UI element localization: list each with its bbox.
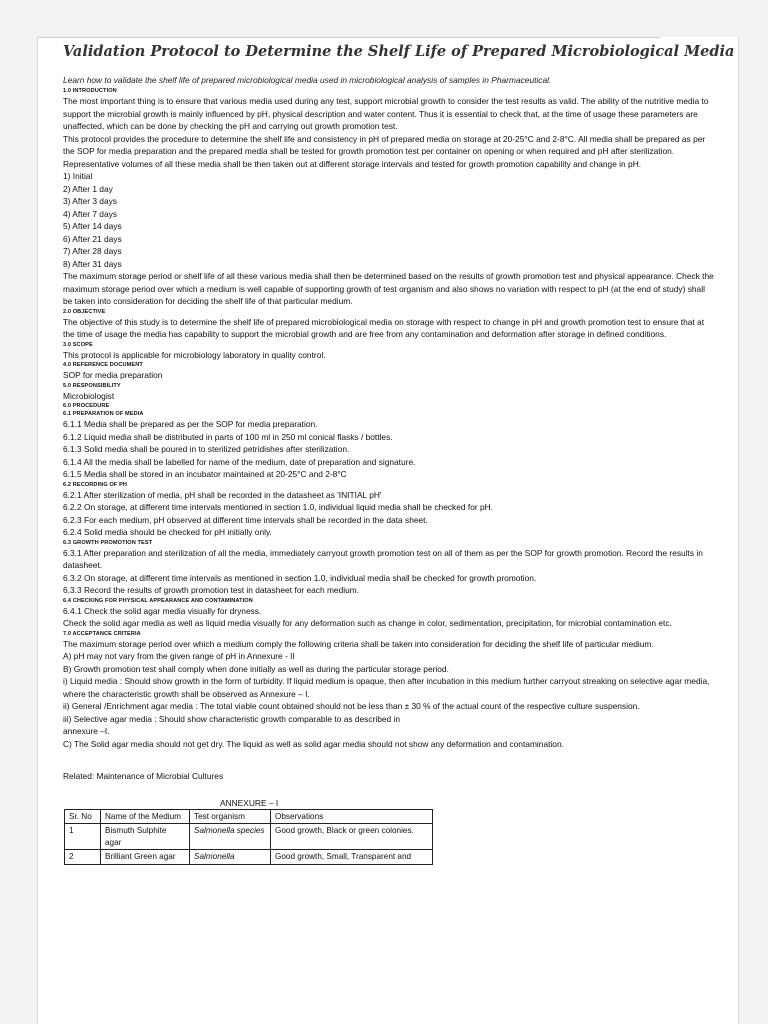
list-item: 1) Initial — [63, 171, 93, 181]
list-item: 6.4.1 Check the solid agar media visually for dryness. — [63, 605, 262, 616]
cell-sr-no: 1 — [65, 824, 101, 850]
list-item: 6.1.4 All the media shall be labelled for name of the medium, date of preparation and signature. — [63, 456, 416, 467]
column-header: Observations — [271, 809, 433, 824]
list-item: 6.1.1 Media shall be prepared as per the SOP for media preparation. — [63, 419, 318, 429]
criterion-c: C) The Solid agar media should not get dry. The liquid as well as solid agar media should not show any deformation and contamination. — [63, 738, 564, 749]
section-heading-acceptance: 7.0 ACCEPTANCE CRITERIA — [63, 630, 141, 637]
criterion-iii-continued: annexure –I. — [63, 726, 110, 736]
list-item: 6.2.3 For each medium, pH observed at different time intervals shall be recorded in the data sheet. — [63, 514, 428, 525]
cell-sr-no: 2 — [65, 850, 101, 865]
section-heading-responsibility: 5.0 RESPONSIBILITY — [63, 382, 121, 389]
page-title: Validation Protocol to Determine the Shelf Life of Prepared Microbiological Media — [63, 43, 735, 60]
list-item: 6.2.4 Solid media should be checked for pH initially only. — [63, 527, 272, 537]
document-page — [37, 37, 739, 1024]
list-item: 8) After 31 days — [63, 258, 122, 269]
cell-medium: Brilliant Green agar — [101, 850, 190, 865]
criterion-b: B) Growth promotion test shall comply when done initially as well as during the particular storage period. — [63, 663, 449, 674]
related-link[interactable]: Related: Maintenance of Microbial Cultures — [63, 771, 224, 781]
column-header: Sr. No — [65, 809, 101, 824]
criterion-i: i) Liquid media : Should show growth in the form of turbidity. If liquid medium is opaque, then after incubation in this medium further carryout streaking on selective agar media, where the characteristic growth shall be observed as Annexure – I. — [63, 676, 710, 699]
subsection-heading-growth-promotion: 6.3 GROWTH PROMOTION TEST — [63, 539, 153, 546]
criterion-ii: ii) General /Enrichment agar media : The total viable count obtained should not be less than ± 30 % of the actual count of the respective culture suspension. — [63, 701, 640, 711]
cell-observation: Good growth, Black or green colonies. — [271, 824, 433, 850]
interval-list — [63, 170, 715, 270]
acceptance-paragraph: The maximum storage period over which a medium comply the following criteria shall be taken into consideration for deciding the shelf life of particular medium. — [63, 638, 654, 649]
column-header: Test organism — [190, 809, 271, 824]
document-content — [63, 42, 735, 865]
subsection-heading-preparation: 6.1 PREPARATION OF MEDIA — [63, 411, 144, 417]
table-row — [65, 850, 433, 865]
section-heading-reference: 4.0 REFERENCE DOCUMENT — [63, 362, 143, 368]
responsibility-paragraph: Microbiologist — [63, 390, 115, 401]
list-item: 5) After 14 days — [63, 221, 122, 231]
annexure-table — [64, 809, 433, 865]
column-header: Name of the Medium — [101, 809, 190, 824]
reference-paragraph: SOP for media preparation — [63, 370, 163, 380]
page-subtitle: Learn how to validate the shelf life of prepared microbiological media used in microbiological analysis of samples in Pharmaceutical. — [63, 75, 552, 85]
cell-observation: Good growth, Small, Transparent and — [271, 850, 433, 865]
table-header-row — [65, 809, 433, 824]
cell-organism: Salmonella species — [190, 824, 271, 850]
section-heading-objective: 2.0 OBJECTIVE — [63, 308, 106, 315]
subsection-heading-ph: 6.2 RECORDING OF PH — [63, 481, 128, 488]
subsection-heading-physical: 6.4 CHECKING FOR PHYSICAL APPEARANCE AND CONTAMINATION — [63, 597, 253, 604]
objective-paragraph: The objective of this study is to determine the shelf life of prepared microbiological media on storage with respect to change in pH and growth promotion test to ensure that at the time of usage the media has capability to support the microbial growth and are free from any contamination and deformation after storage in defined conditions. — [63, 316, 705, 339]
section-heading-scope: 3.0 SCOPE — [63, 341, 93, 348]
list-item: 6.3.2 On storage, at different time intervals as mentioned in section 1.0, individual media shall be checked for growth promotion. — [63, 572, 537, 583]
spacer — [63, 750, 715, 760]
list-item: 6.1.5 Media shall be stored in an incubator maintained at 20-25°C and 2-8°C — [63, 469, 347, 479]
list-item: 6.3.3 Record the results of growth promotion test in datasheet for each medium. — [63, 585, 360, 595]
section-heading-procedure: 6.0 PROCEDURE — [63, 403, 110, 409]
list-item: 6.2.1 After sterilization of media, pH shall be recorded in the datasheet as 'INITIAL pH' — [63, 489, 382, 500]
intro-paragraph-1: The most important thing is to ensure that various media used during any test, support microbial growth to consider the test results as valid. The ability of the nutritive media to support the microbial growth is mainly influenced by pH, physical description and water content. Thus it is essential to check that, at the time of usage these parameters are unaffected, which can be done by checking the pH and carrying out growth promotion test. — [63, 96, 709, 131]
section-heading-introduction: 1.0 INTRODUCTION — [63, 88, 117, 94]
cell-organism: Salmonella — [190, 850, 271, 865]
list-item: 6.3.1 After preparation and sterilization of all the media, immediately carryout growth promotion test on all of them as per the SOP for growth promotion. Record the results in datasheet. — [63, 547, 703, 570]
list-item: 4) After 7 days — [63, 208, 117, 219]
list-item: 6.1.2 Liquid media shall be distributed in parts of 100 ml in 250 ml conical flasks / bottles. — [63, 431, 393, 442]
intro-paragraph-3: The maximum storage period or shelf life of all these various media shall then be determined based on the results of growth promotion test and physical appearance. Check the maximum storage period over which a medium is well capable of supporting growth of test organism and also shows no variation with respect to pH (at the end of study) shall be taken into consideration for deciding the shelf life of that particular medium. — [63, 271, 714, 306]
list-item: 7) After 28 days — [63, 246, 122, 256]
annexure-title: ANNEXURE – I — [220, 797, 279, 808]
list-item: 6) After 21 days — [63, 233, 122, 244]
table-row — [65, 824, 433, 850]
intro-paragraph-2: This protocol provides the procedure to determine the shelf life and consistency in pH of prepared media on storage at 20-25°C and 2-8°C. All media shall be prepared as per the SOP for media preparation and the prepared media shall be tested for growth promotion test per container on opening or when required and pH after sterilization. Representative volumes of all these media shall be then taken out at different storage intervals and tested for growth promotion capability and change in pH. — [63, 133, 706, 169]
list-item: 6.1.3 Solid media shall be poured in to sterilized petridishes after sterilization. — [63, 444, 350, 454]
spacer — [63, 760, 715, 770]
list-item: 3) After 3 days — [63, 196, 117, 206]
cell-medium: Bismuth Sulphite agar — [101, 824, 190, 850]
criterion-a: A) pH may not vary from the given range of pH in Annexure - II — [63, 651, 295, 661]
scope-paragraph: This protocol is applicable for microbiology laboratory in quality control. — [63, 349, 326, 360]
physical-paragraph: Check the solid agar media as well as liquid media visually for any deformation such as change in color, sedimentation, precipitation, for microbial contamination etc. — [63, 618, 672, 628]
top-divider — [38, 37, 660, 38]
list-item: 2) After 1 day — [63, 183, 113, 194]
list-item: 6.2.2 On storage, at different time intervals mentioned in section 1.0, individual liquid media shall be checked for pH. — [63, 502, 494, 512]
criterion-iii: iii) Selective agar media : Should show characteristic growth comparable to as described in — [63, 713, 401, 724]
